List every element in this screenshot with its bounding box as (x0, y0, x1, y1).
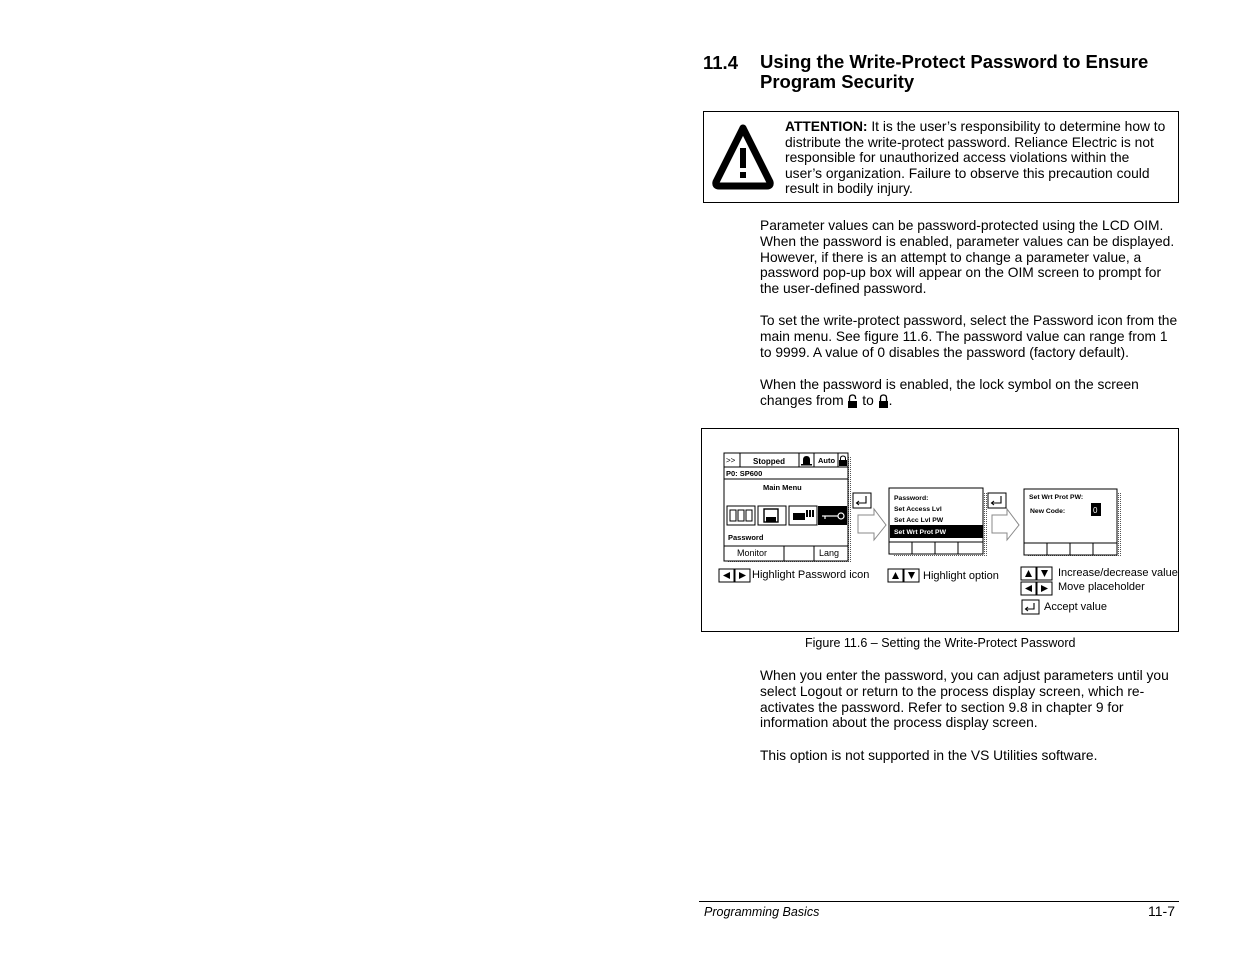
drive-status: Stopped (753, 457, 785, 466)
paragraph-enter-password: When you enter the password, you can adjust parameters until you select Logout or return to the process display screen, which re-activates the password. Refer to section 9.8 in chapter 9 for information about the process display screen. (760, 668, 1169, 731)
lock-text-middle: to (858, 392, 878, 408)
selected-icon-label: Password (728, 533, 764, 542)
enter-key-icon[interactable] (1022, 600, 1039, 614)
page-number: 11-7 (1148, 903, 1175, 919)
footer-rule (699, 901, 1179, 902)
flow-arrow-2 (992, 509, 1019, 540)
parameter-display: P0: SP600 (726, 469, 763, 478)
menu-item-set-acc-lvl-pw[interactable]: Set Acc Lvl PW (894, 517, 944, 524)
attention-body: It is the user’s responsibility to determine how to distribute the write-protect password. Reliance Electric is not responsible for unauthorized access violations within the user’s organization. Failure to observe this precaution could result in bodily injury. (785, 119, 1166, 197)
locked-padlock-icon (878, 394, 889, 408)
footer-chapter: Programming Basics (704, 905, 820, 919)
paragraph-password-intro: Parameter values can be password-protected using the LCD OIM. When the password is enabled, parameter values can be displayed. However, if there is an attempt to change a parameter value, a password pop-up box will appear on the OIM screen to prompt for the user-defined password. (760, 218, 1175, 297)
right-arrow-key-icon[interactable] (1037, 582, 1052, 595)
legend-highlight-option: Highlight option (923, 570, 999, 582)
paragraph-lock-symbol (760, 377, 1180, 409)
menu-item-password: Password: (894, 495, 929, 502)
attention-label: ATTENTION: (785, 119, 868, 134)
up-arrow-key-icon[interactable] (1021, 567, 1036, 580)
flow-arrow-1 (858, 509, 886, 540)
enter-key-icon[interactable] (988, 493, 1006, 508)
figure-diagram (702, 429, 1178, 631)
section-title: Using the Write-Protect Password to Ensure Program Security (760, 51, 1149, 92)
legend-move-placeholder: Move placeholder (1058, 581, 1145, 593)
section-number: 11.4 (703, 52, 738, 73)
figure-box (701, 428, 1179, 632)
enter-key-icon[interactable] (853, 493, 871, 508)
attention-text (785, 119, 1169, 197)
figure-caption: Figure 11.6 – Setting the Write-Protect Password (805, 636, 1076, 650)
attention-box (703, 111, 1179, 203)
lock-text-after: . (888, 392, 893, 408)
control-mode: Auto (818, 456, 836, 465)
oim-screen-new-code (1024, 489, 1121, 557)
oim-screen-password-menu (889, 488, 987, 556)
up-arrow-key-icon[interactable] (888, 569, 903, 582)
icon-box-parameters (727, 506, 755, 525)
legend-increase-decrease: Increase/decrease value (1058, 567, 1178, 579)
right-arrow-key-icon[interactable] (735, 569, 750, 582)
warning-triangle-icon (710, 122, 776, 190)
menu-item-set-wrt-prot-pw[interactable]: Set Wrt Prot PW (894, 529, 946, 536)
nav-indicator: >> (726, 456, 736, 465)
menu-item-set-access-lvl[interactable]: Set Access Lvl (894, 506, 942, 513)
left-arrow-key-icon[interactable] (719, 569, 734, 582)
softkey-lang[interactable]: Lang (819, 548, 840, 558)
softkey-monitor[interactable]: Monitor (737, 548, 768, 558)
screen-title: Main Menu (763, 483, 802, 492)
left-arrow-key-icon[interactable] (1021, 582, 1036, 595)
legend-accept-value: Accept value (1044, 601, 1107, 613)
legend-highlight-icon: Highlight Password icon (752, 569, 870, 581)
unlocked-padlock-icon (847, 394, 858, 408)
paragraph-set-password: To set the write-protect password, select the Password icon from the main menu. See figure 11.6. The password value can range from 1 to 9999. A value of 0 disables the password (factory default). (760, 313, 1178, 360)
new-code-value: 0 (1093, 506, 1098, 515)
down-arrow-key-icon[interactable] (1037, 567, 1052, 580)
oim-screen-main-menu (724, 453, 852, 563)
new-code-label: New Code: (1030, 508, 1066, 515)
lock-text-before: When the password is enabled, the lock symbol on the screen changes from (760, 377, 1139, 408)
paragraph-vs-utilities: This option is not supported in the VS Utilities software. (760, 748, 1098, 763)
new-code-title: Set Wrt Prot PW: (1029, 494, 1084, 501)
down-arrow-key-icon[interactable] (904, 569, 919, 582)
